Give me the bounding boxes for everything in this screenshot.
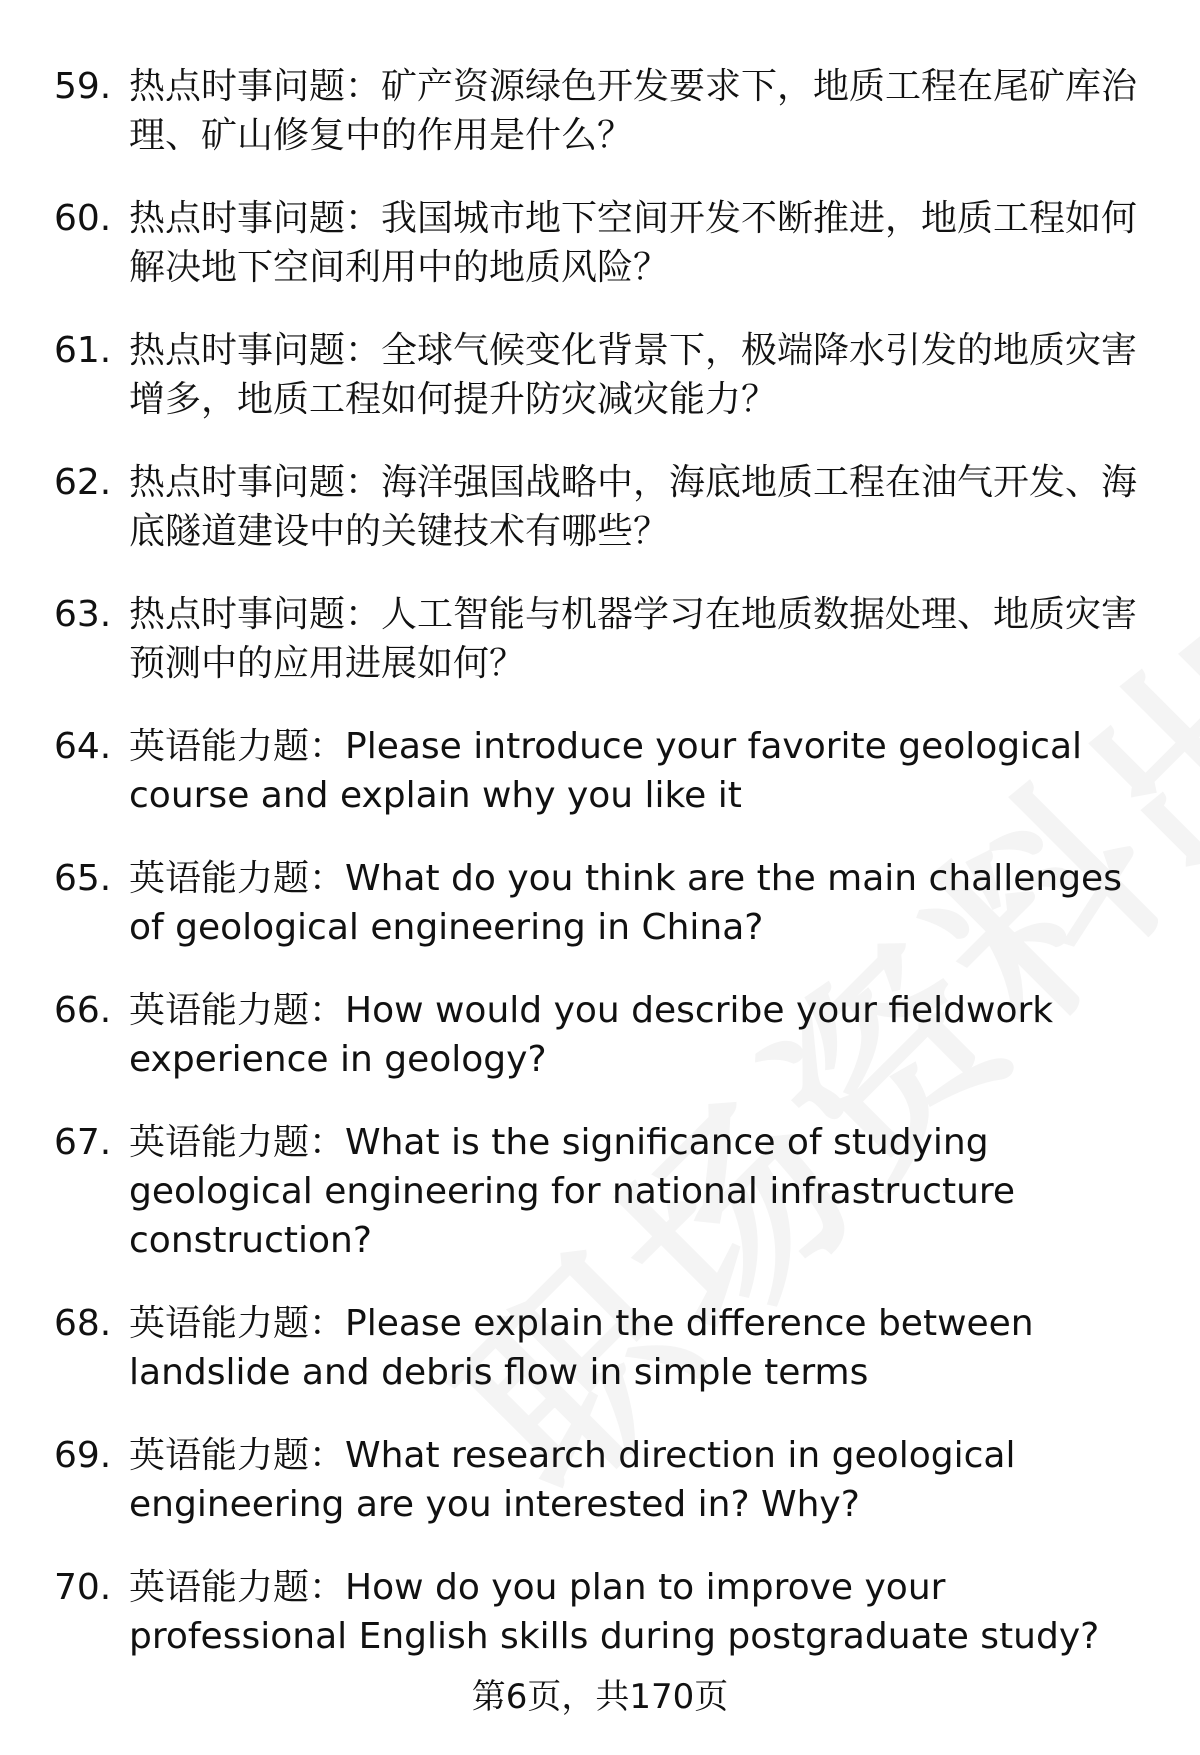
question-number: 62. xyxy=(54,462,112,503)
question-list xyxy=(54,62,1154,1695)
question-text: 英语能力题：How would you describe your fieldwork experience in geology? xyxy=(129,990,1054,1080)
question-text: 英语能力题：How do you plan to improve your professional English skills during postgraduate study? xyxy=(129,1567,1100,1657)
question-item xyxy=(54,1299,1150,1397)
question-number: 68. xyxy=(54,1303,112,1344)
question-number: 60. xyxy=(54,198,112,239)
question-number: 65. xyxy=(54,858,112,899)
question-text: 英语能力题：What is the significance of studying geological engineering for national infrastructure construction? xyxy=(129,1122,1016,1261)
question-number: 63. xyxy=(54,594,112,635)
question-text: 英语能力题：What do you think are the main challenges of geological engineering in China? xyxy=(129,858,1122,948)
question-item xyxy=(54,1431,1150,1529)
question-number: 59. xyxy=(54,66,112,107)
question-text: 英语能力题：Please introduce your favorite geological course and explain why you like it xyxy=(129,726,1083,816)
question-number: 64. xyxy=(54,726,112,767)
question-text: 英语能力题：What research direction in geological engineering are you interested in? Why? xyxy=(129,1435,1016,1525)
question-item xyxy=(54,458,1150,556)
question-item xyxy=(54,1118,1150,1265)
page-indicator: 第6页，共170页 xyxy=(471,1677,729,1717)
question-text: 英语能力题：Please explain the difference between landslide and debris flow in simple terms xyxy=(129,1303,1034,1393)
question-item xyxy=(54,62,1150,160)
question-number: 69. xyxy=(54,1435,112,1476)
question-text: 热点时事问题：矿产资源绿色开发要求下，地质工程在尾矿库治理、矿山修复中的作用是什么？ xyxy=(129,66,1138,156)
question-item xyxy=(54,1563,1150,1661)
question-item xyxy=(54,590,1150,688)
question-item xyxy=(54,722,1150,820)
question-number: 61. xyxy=(54,330,112,371)
question-text: 热点时事问题：人工智能与机器学习在地质数据处理、地质灾害预测中的应用进展如何？ xyxy=(129,594,1138,684)
question-item xyxy=(54,854,1150,952)
question-number: 66. xyxy=(54,990,112,1031)
question-text: 热点时事问题：我国城市地下空间开发不断推进，地质工程如何解决地下空间利用中的地质风险？ xyxy=(129,198,1138,288)
question-item xyxy=(54,326,1150,424)
question-text: 热点时事问题：海洋强国战略中，海底地质工程在油气开发、海底隧道建设中的关键技术有哪些？ xyxy=(129,462,1138,552)
question-number: 70. xyxy=(54,1567,112,1608)
question-item xyxy=(54,194,1150,292)
question-text: 热点时事问题：全球气候变化背景下，极端降水引发的地质灾害增多，地质工程如何提升防灾减灾能力？ xyxy=(129,330,1138,420)
question-item xyxy=(54,986,1150,1084)
question-number: 67. xyxy=(54,1122,112,1163)
